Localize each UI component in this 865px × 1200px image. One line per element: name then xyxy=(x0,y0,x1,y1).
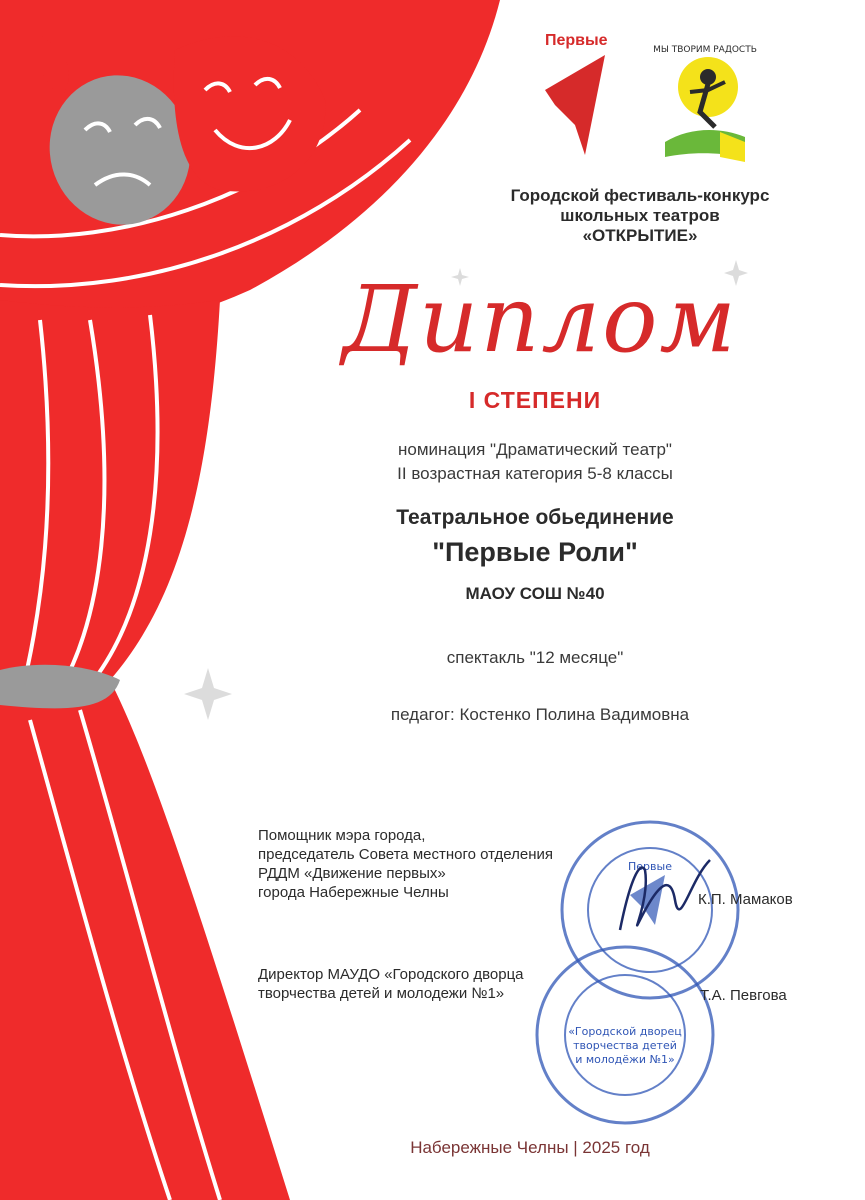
signatory-1-name: К.П. Мамаков xyxy=(698,891,793,908)
festival-line: школьных театров xyxy=(560,206,720,225)
brand-logo-icon xyxy=(545,55,615,160)
diploma-degree: I СТЕПЕНИ xyxy=(468,387,602,413)
signatory-line: РДДМ «Движение первых» xyxy=(258,865,446,882)
signatory-line: города Набережные Челны xyxy=(258,884,449,901)
teacher-name: педагог: Костенко Полина Вадимовна xyxy=(390,705,690,724)
festival-heading xyxy=(470,186,810,246)
stamp-center-text: творчества детей xyxy=(573,1039,677,1052)
signatory-line: председатель Совета местного отделения xyxy=(258,846,553,863)
nomination-block xyxy=(300,438,770,486)
stamp-center-text: Первые xyxy=(628,860,672,873)
team-type: Театральное обьединение xyxy=(396,506,674,529)
age-category-line: II возрастная категория 5-8 классы xyxy=(397,464,673,483)
curtain-body xyxy=(0,300,290,1200)
team-name: "Первые Роли" xyxy=(432,537,638,567)
nomination-line: номинация "Драматический театр" xyxy=(398,440,672,459)
stamp-center-text: и молодёжи №1» xyxy=(575,1053,675,1066)
stamp-center-text: «Городской дворец xyxy=(568,1025,682,1038)
signatory-line: творчества детей и молодежи №1» xyxy=(258,985,505,1002)
festival-line: «ОТКРЫТИЕ» xyxy=(582,226,698,245)
sparkle-icon xyxy=(184,668,232,720)
play-title: спектакль "12 месяце" xyxy=(446,648,624,667)
signatory-line: Помощник мэра города, xyxy=(258,827,426,844)
signatory-2-title xyxy=(258,965,618,1003)
diploma-title: Диплом xyxy=(342,266,738,373)
school-name: МАОУ СОШ №40 xyxy=(465,584,605,603)
festival-line: Городской фестиваль-конкурс xyxy=(510,186,770,205)
sponsor-logo-text: МЫ ТВОРИМ РАДОСТЬ xyxy=(653,45,757,55)
footer-place-year: Набережные Челны | 2025 год xyxy=(410,1138,650,1157)
sponsor-logo-icon xyxy=(653,32,757,172)
signatory-1-title xyxy=(258,826,618,902)
signatory-2-name: Т.А. Певгова xyxy=(700,987,787,1004)
signatory-line: Директор МАУДО «Городского дворца xyxy=(258,966,524,983)
brand-logo-text: Первые xyxy=(545,32,608,49)
